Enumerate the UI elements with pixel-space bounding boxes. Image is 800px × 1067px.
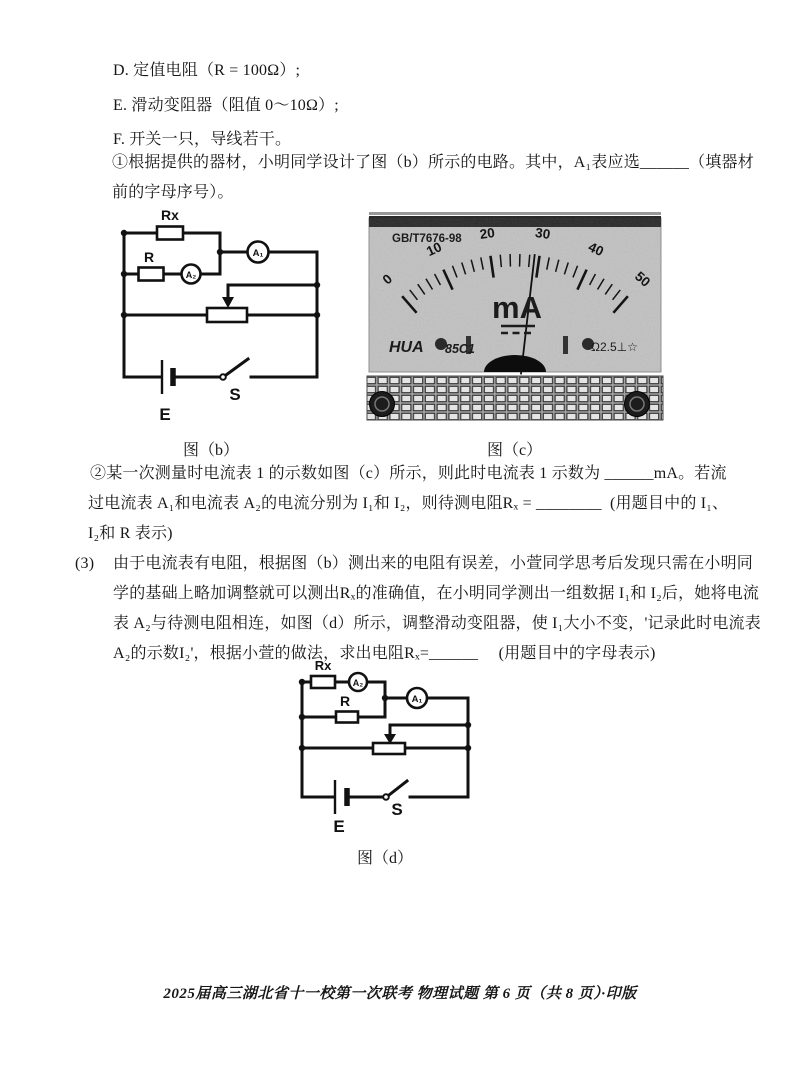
caption-fig-c: 图（c） bbox=[487, 442, 543, 459]
question1-line2: 前的字母序号）。 bbox=[112, 184, 234, 201]
rheostat bbox=[207, 308, 247, 322]
meter-unit-label: mA bbox=[492, 290, 542, 325]
page-footer: 2025届高三湖北省十一校第一次联考 物理试题 第 6 页（共 8 页）·印版 bbox=[163, 986, 637, 1002]
scale-label-50: 50 bbox=[632, 268, 654, 290]
question1-line1: ①根据提供的器材，小明同学设计了图（b）所示的电路。其中，A₁表应选______（填器材 bbox=[112, 154, 754, 171]
minor-tick bbox=[500, 255, 501, 267]
circuit-diagram-d bbox=[295, 660, 480, 860]
label-a2: A₂ bbox=[352, 678, 364, 688]
label-rx: Rx bbox=[314, 658, 332, 673]
caption-fig-b: 图（b） bbox=[183, 442, 240, 459]
scale-label-30: 30 bbox=[534, 224, 552, 242]
resistor-rx bbox=[157, 227, 183, 240]
question2-line3: I₂和 R 表示) bbox=[88, 525, 173, 542]
label-r: R bbox=[143, 249, 155, 265]
label-a2: A₂ bbox=[185, 270, 197, 280]
question3-line1: 由于电流表有电阻，根据图（b）测出来的电阻有误差，小萱同学思考后发现只需在小明同 bbox=[113, 555, 754, 572]
resistor-rx bbox=[311, 676, 335, 688]
label-e: E bbox=[159, 405, 171, 424]
label-a1: A₁ bbox=[252, 248, 264, 259]
question3-line2: 学的基础上略加调整就可以测出Rₓ的准确值，在小明同学测出一组数据 I₁和 I₂后，她将电流 bbox=[113, 585, 760, 602]
meter-brand-label: HUA bbox=[389, 339, 424, 356]
label-e: E bbox=[333, 817, 345, 836]
equipment-item-d: D. 定值电阻（R = 100Ω）; bbox=[113, 62, 301, 79]
resistor-r bbox=[139, 268, 164, 281]
label-s: S bbox=[391, 800, 403, 819]
label-r: R bbox=[339, 693, 351, 709]
question3-line4: A₂的示数I₂'，根据小萱的做法，求出电阻Rₓ=______ (用题目中的字母表示) bbox=[113, 645, 656, 662]
equipment-item-f: F. 开关一只，导线若干。 bbox=[113, 131, 292, 148]
question2-line2: 过电流表 A₁和电流表 A₂的电流分别为 I₁和 I₂，则待测电阻Rₓ = ________ (用题目中的 I₁、 bbox=[88, 495, 729, 512]
meter-class-marks: Ω2.5⊥☆ bbox=[591, 340, 638, 354]
resistor-r bbox=[336, 712, 358, 723]
question3-line3: 表 A₂与待测电阻相连，如图（d）所示，调整滑动变阻器，使 I₁大小不变，'记录此时电流表 bbox=[113, 615, 761, 632]
equipment-item-e: E. 滑动变阻器（阻值 0～10Ω）; bbox=[113, 97, 339, 114]
meter-top-edge bbox=[369, 212, 661, 215]
meter-standard-label: GB/T7676-98 bbox=[392, 233, 462, 245]
terminal-post-right bbox=[563, 336, 568, 354]
ammeter-panel-figure bbox=[365, 196, 670, 426]
question2-line1: ②某一次测量时电流表 1 的示数如图（c）所示，则此时电流表 1 示数为 ______mA。若流 bbox=[90, 465, 727, 482]
scale-label-40: 40 bbox=[586, 239, 606, 260]
minor-tick bbox=[529, 255, 530, 267]
wiper-arrow-icon bbox=[222, 297, 234, 308]
question3-number: (3) bbox=[75, 555, 95, 572]
scale-label-10: 10 bbox=[424, 239, 444, 260]
label-a1: A₁ bbox=[411, 694, 423, 705]
switch-pivot bbox=[383, 794, 389, 800]
meter-vent-grid bbox=[367, 376, 663, 420]
rheostat bbox=[373, 743, 405, 754]
caption-fig-d: 图（d） bbox=[357, 850, 414, 867]
label-rx: Rx bbox=[161, 207, 179, 223]
label-s: S bbox=[229, 385, 241, 404]
scale-label-20: 20 bbox=[478, 224, 496, 242]
switch-pivot bbox=[220, 374, 226, 380]
circuit-diagram-b bbox=[103, 200, 328, 435]
scale-label-0: 0 bbox=[379, 271, 396, 288]
meter-model-label: 85C1 bbox=[445, 342, 475, 356]
